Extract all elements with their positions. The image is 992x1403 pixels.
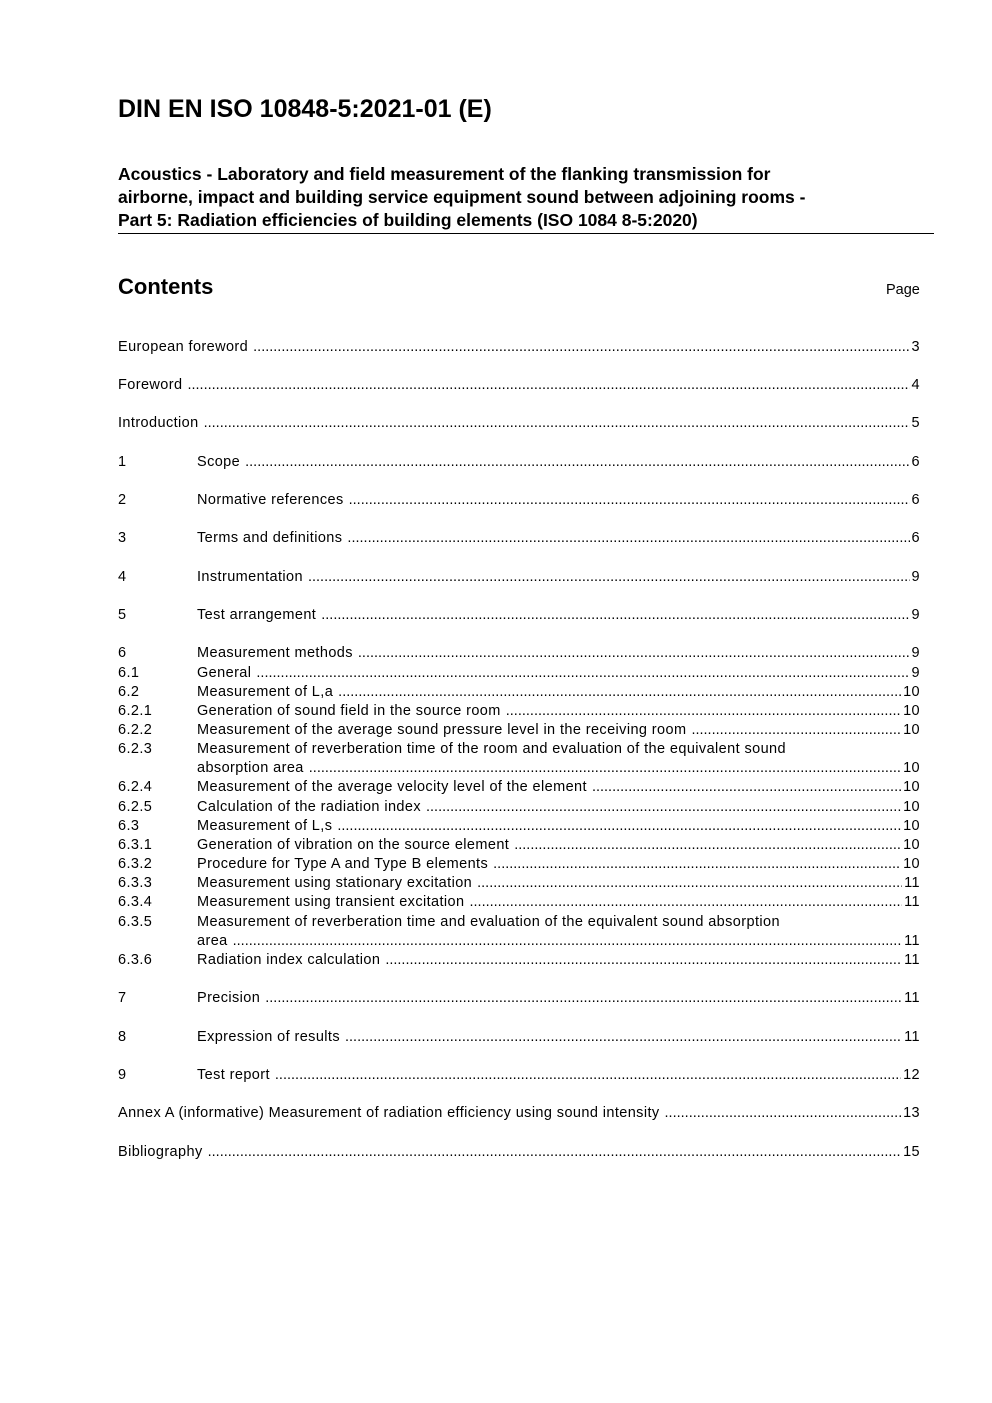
toc-dot-leader	[275, 1066, 901, 1085]
toc-entry-page: 10	[903, 837, 920, 853]
toc-entry-page: 9	[911, 607, 920, 623]
toc-dot-leader	[426, 798, 901, 817]
toc-entry-number: 6.3.3	[118, 875, 153, 891]
toc-entry-page: 10	[903, 722, 920, 738]
toc-entry-title: Normative references	[197, 492, 344, 508]
toc-entry-title: Scope	[197, 454, 241, 470]
toc-entry-page: 6	[911, 454, 920, 470]
toc-entry-title: Measurement of the average velocity level of the element	[197, 779, 587, 795]
document-title: DIN EN ISO 10848-5:2021-01 (E)	[118, 95, 492, 123]
toc-entry-page: 5	[911, 415, 920, 431]
toc-entry-page: 10	[903, 856, 920, 872]
toc-dot-leader	[265, 989, 902, 1008]
toc-dot-leader	[321, 606, 909, 625]
toc-entry-page: 6	[911, 492, 920, 508]
toc-dot-leader	[208, 1143, 901, 1162]
toc-entry-page: 9	[911, 569, 920, 585]
toc-dot-leader	[245, 453, 909, 472]
toc-entry-title: Generation of sound field in the source room	[197, 703, 501, 719]
toc-entry-number: 4	[118, 569, 127, 585]
table-of-contents	[118, 0, 920, 1403]
toc-entry-number: 6.3.5	[118, 914, 153, 930]
toc-entry-number: 6.2.1	[118, 703, 153, 719]
toc-entry-number: 6.3.2	[118, 856, 153, 872]
toc-entry-title: area	[197, 933, 228, 949]
toc-entry-page: 10	[903, 760, 920, 776]
toc-entry-number: 6.2	[118, 684, 140, 700]
toc-entry-number: 8	[118, 1029, 127, 1045]
toc-dot-leader	[493, 855, 901, 874]
toc-entry-number: 9	[118, 1067, 127, 1083]
toc-dot-leader	[347, 529, 909, 548]
toc-dot-leader	[691, 721, 901, 740]
toc-entry-title: Measurement methods	[197, 645, 353, 661]
toc-entry-title: Terms and definitions	[197, 530, 343, 546]
toc-entry-title: Measurement of reverberation time of the room and evaluation of the equivalent sound	[197, 741, 786, 757]
toc-entry-title: Instrumentation	[197, 569, 303, 585]
toc-entry-title: European foreword	[118, 339, 249, 355]
toc-dot-leader	[506, 702, 901, 721]
toc-entry-title: Measurement of reverberation time and evaluation of the equivalent sound absorption	[197, 914, 780, 930]
toc-dot-leader	[233, 932, 903, 951]
toc-entry-page: 6	[911, 530, 920, 546]
toc-entry-page: 11	[904, 875, 920, 891]
toc-entry-title: Measurement of L,s	[197, 818, 333, 834]
toc-entry-title: Measurement using stationary excitation	[197, 875, 473, 891]
toc-entry-number: 6	[118, 645, 127, 661]
subtitle-line: Acoustics - Laboratory and field measurement of the flanking transmission for	[118, 164, 771, 184]
toc-dot-leader	[358, 644, 910, 663]
toc-entry-title: General	[197, 665, 252, 681]
toc-entry-page: 10	[903, 818, 920, 834]
page-column-label: Page	[886, 282, 920, 298]
toc-dot-leader	[385, 951, 902, 970]
toc-entry-title: Precision	[197, 990, 261, 1006]
toc-dot-leader	[338, 683, 901, 702]
toc-entry-title: Annex A (informative) Measurement of radiation efficiency using sound intensity	[118, 1105, 660, 1121]
toc-entry-page: 11	[904, 933, 920, 949]
toc-dot-leader	[345, 1028, 902, 1047]
toc-entry-number: 6.2.4	[118, 779, 153, 795]
toc-entry-page: 10	[903, 684, 920, 700]
toc-dot-leader	[337, 817, 901, 836]
toc-entry-number: 6.2.5	[118, 799, 153, 815]
toc-entry-page: 12	[903, 1067, 920, 1083]
toc-entry-page: 10	[903, 703, 920, 719]
toc-dot-leader	[469, 893, 902, 912]
toc-dot-leader	[592, 778, 901, 797]
toc-entry-number: 6.1	[118, 665, 140, 681]
toc-entry-number: 6.2.2	[118, 722, 153, 738]
toc-dot-leader	[308, 568, 910, 587]
toc-dot-leader	[309, 759, 901, 778]
toc-entry-title: Measurement of the average sound pressure level in the receiving room	[197, 722, 687, 738]
toc-entry-page: 10	[903, 799, 920, 815]
toc-entry-title: Measurement using transient excitation	[197, 894, 465, 910]
toc-entry-title: Foreword	[118, 377, 183, 393]
toc-entry-title: absorption area	[197, 760, 304, 776]
toc-dot-leader	[256, 664, 909, 683]
toc-entry-title: Expression of results	[197, 1029, 340, 1045]
toc-entry-number: 6.3.1	[118, 837, 153, 853]
toc-entry-number: 5	[118, 607, 127, 623]
subtitle-line: airborne, impact and building service equipment sound between adjoining rooms -	[118, 187, 806, 207]
toc-entry-number: 7	[118, 990, 127, 1006]
toc-entry-title: Test arrangement	[197, 607, 317, 623]
toc-entry-number: 6.3.4	[118, 894, 153, 910]
toc-entry-number: 2	[118, 492, 127, 508]
toc-entry-page: 15	[903, 1144, 920, 1160]
toc-entry-page: 4	[911, 377, 920, 393]
toc-entry-page: 13	[903, 1105, 920, 1121]
toc-dot-leader	[204, 414, 910, 433]
toc-entry-page: 3	[911, 339, 920, 355]
toc-entry-title: Radiation index calculation	[197, 952, 381, 968]
toc-entry-title: Measurement of L,a	[197, 684, 334, 700]
toc-dot-leader	[477, 874, 902, 893]
toc-entry-page: 11	[904, 990, 920, 1006]
toc-dot-leader	[514, 836, 901, 855]
toc-entry-page: 9	[911, 665, 920, 681]
toc-dot-leader	[187, 376, 909, 395]
toc-entry-number: 6.3	[118, 818, 140, 834]
toc-entry-number: 1	[118, 454, 127, 470]
toc-dot-leader	[253, 338, 909, 357]
toc-entry-title: Procedure for Type A and Type B elements	[197, 856, 489, 872]
toc-entry-title: Generation of vibration on the source element	[197, 837, 510, 853]
toc-entry-page: 11	[904, 894, 920, 910]
toc-entry-number: 6.2.3	[118, 741, 153, 757]
contents-heading: Contents	[118, 274, 214, 299]
toc-entry-title: Calculation of the radiation index	[197, 799, 421, 815]
toc-dot-leader	[665, 1104, 902, 1123]
toc-entry-page: 10	[903, 779, 920, 795]
toc-entry-title: Test report	[197, 1067, 270, 1083]
toc-entry-number: 6.3.6	[118, 952, 153, 968]
toc-entry-number: 3	[118, 530, 127, 546]
toc-entry-title: Bibliography	[118, 1144, 203, 1160]
toc-entry-title: Introduction	[118, 415, 199, 431]
subtitle-line: Part 5: Radiation efficiencies of building elements (ISO 1084 8-5:2020)	[118, 210, 698, 230]
toc-entry-page: 9	[911, 645, 920, 661]
toc-entry-page: 11	[904, 952, 920, 968]
toc-entry-page: 11	[904, 1029, 920, 1045]
toc-dot-leader	[349, 491, 910, 510]
